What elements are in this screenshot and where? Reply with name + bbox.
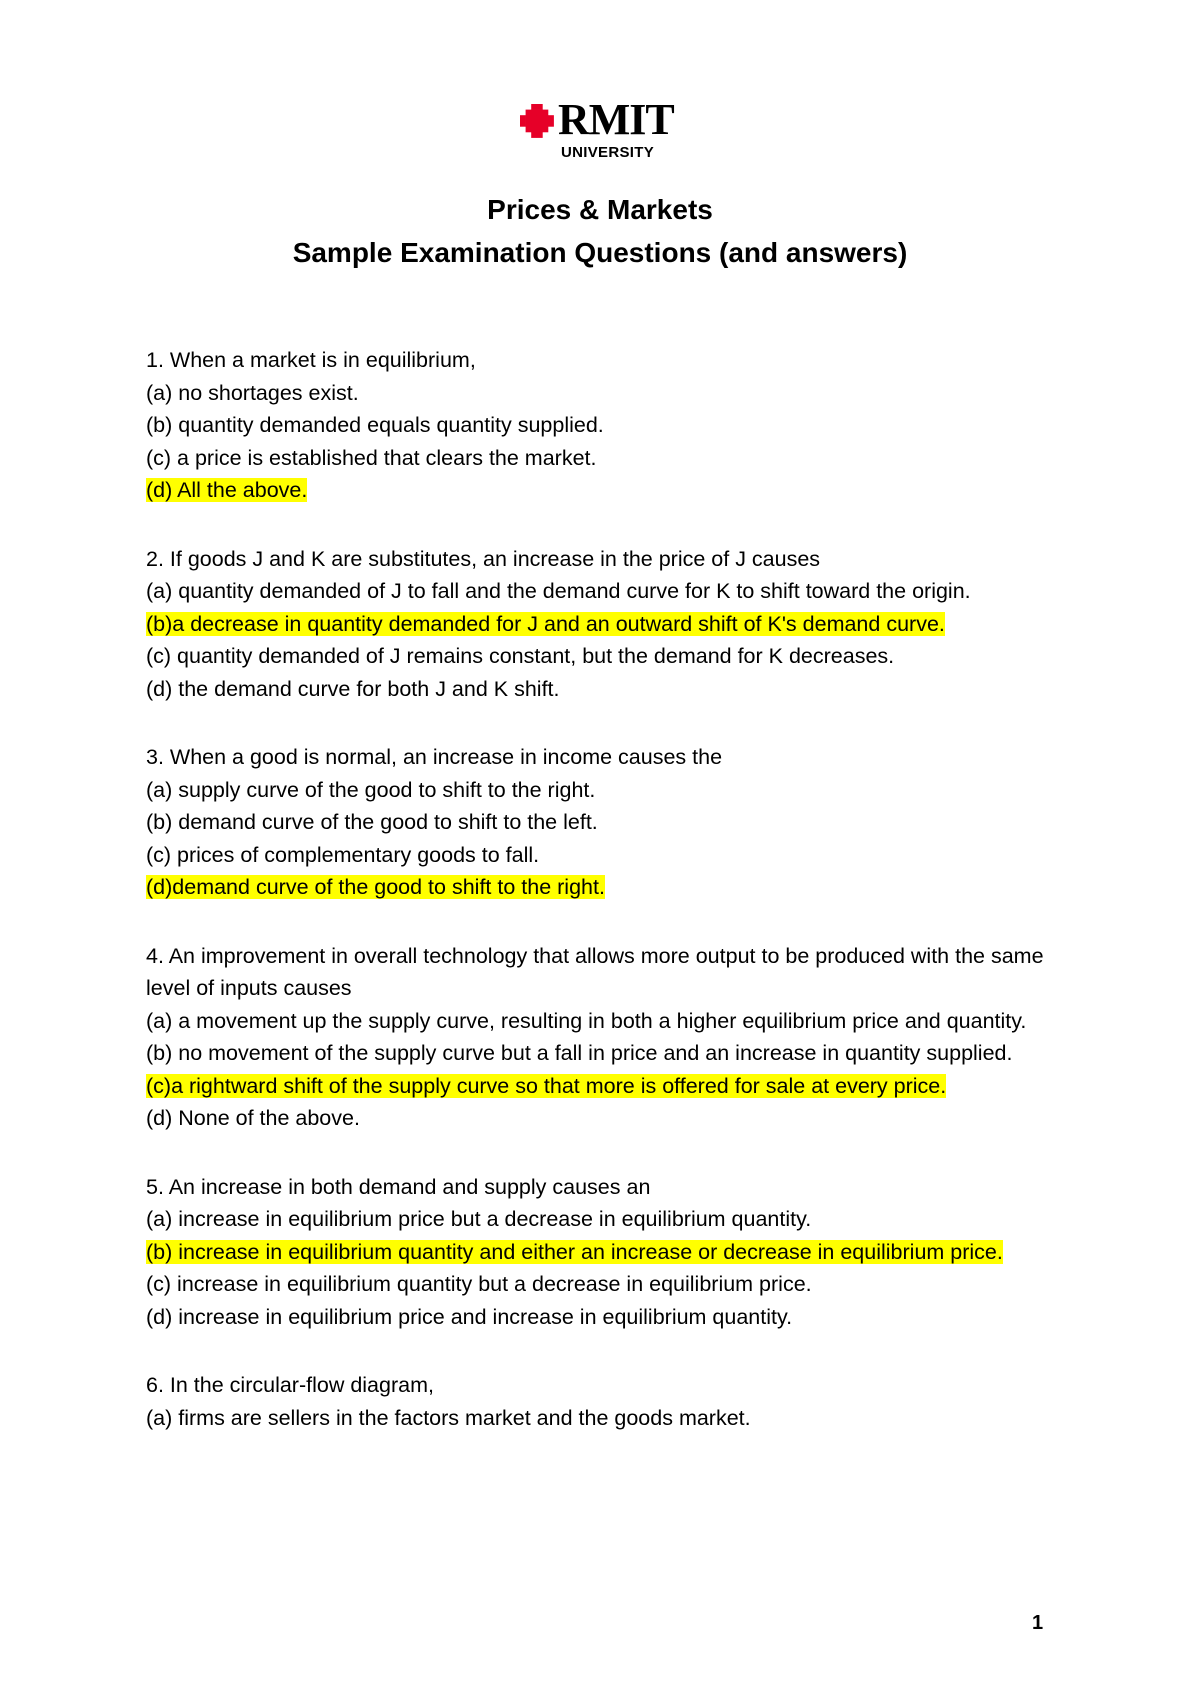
answer-option-b: (b) quantity demanded equals quantity supplied.	[146, 413, 604, 437]
answer-option-b	[146, 1236, 1066, 1269]
logo-subtext: UNIVERSITY	[561, 144, 655, 161]
question-block	[146, 1369, 1066, 1434]
answer-option-a: (a) supply curve of the good to shift to the right.	[146, 777, 596, 802]
answer-option-c: (c) a price is established that clears the market.	[146, 445, 597, 470]
answer-option-a: (a) quantity demanded of J to fall and the demand curve for K to shift toward the origin.	[146, 579, 971, 603]
document-title: Prices & Markets	[487, 194, 713, 225]
answer-option-d: (d) increase in equilibrium price and increase in equilibrium quantity.	[146, 1304, 793, 1329]
question-stem: 1. When a market is in equilibrium,	[146, 348, 476, 372]
answer-option-d: (d) the demand curve for both J and K shift.	[146, 676, 560, 701]
question-stem: 2. If goods J and K are substitutes, an increase in the price of J causes	[146, 546, 821, 571]
answer-option-c: (c) increase in equilibrium quantity but a decrease in equilibrium price.	[146, 1272, 812, 1296]
highlighted-answer: (b)a decrease in quantity demanded for J and an outward shift of K's demand curve.	[146, 611, 945, 636]
question-block	[146, 940, 1066, 1135]
question-stem: 6. In the circular-flow diagram,	[146, 1373, 434, 1397]
answer-option-a: (a) a movement up the supply curve, resulting in both a higher equilibrium price and quantity.	[146, 1008, 1027, 1033]
answer-option-c: (c) prices of complementary goods to fall.	[146, 842, 540, 867]
highlighted-answer: (d) All the above.	[146, 478, 308, 502]
answer-option-b: (b) no movement of the supply curve but a fall in price and an increase in quantity supplied.	[146, 1041, 1013, 1065]
rmit-pixel-icon	[518, 102, 556, 140]
logo-wordmark: RMIT	[558, 95, 674, 144]
answer-option-b	[146, 608, 1066, 641]
question-block	[146, 344, 1066, 507]
answer-option-a: (a) increase in equilibrium price but a decrease in equilibrium quantity.	[146, 1207, 812, 1231]
question-stem: 3. When a good is normal, an increase in income causes the	[146, 745, 723, 769]
page-number: 1	[1032, 1612, 1044, 1634]
answer-option-d: (d) None of the above.	[146, 1106, 360, 1130]
highlighted-answer: (c)a rightward shift of the supply curve so that more is offered for sale at every price.	[146, 1073, 947, 1098]
question-block	[146, 543, 1066, 706]
answer-option-d	[146, 474, 1066, 507]
answer-option-c	[146, 1070, 1066, 1103]
question-stem: 5. An increase in both demand and supply causes an	[146, 1174, 651, 1199]
question-stem: 4. An improvement in overall technology that allows more output to be produced with the same level of inputs causes	[146, 943, 1044, 1000]
answer-option-d	[146, 871, 1066, 904]
answer-option-c: (c) quantity demanded of J remains constant, but the demand for K decreases.	[146, 644, 895, 668]
highlighted-answer: (d)demand curve of the good to shift to the right.	[146, 875, 605, 899]
question-block	[146, 1171, 1066, 1334]
answer-option-b: (b) demand curve of the good to shift to the left.	[146, 810, 598, 834]
highlighted-answer: (b) increase in equilibrium quantity and either an increase or decrease in equilibrium price.	[146, 1239, 1003, 1264]
rmit-logo	[518, 95, 692, 166]
question-list	[146, 344, 1066, 1470]
document-subtitle: Sample Examination Questions (and answers)	[292, 237, 908, 268]
question-block	[146, 741, 1066, 904]
answer-option-a: (a) no shortages exist.	[146, 380, 359, 405]
answer-option-a: (a) firms are sellers in the factors market and the goods market.	[146, 1405, 751, 1430]
